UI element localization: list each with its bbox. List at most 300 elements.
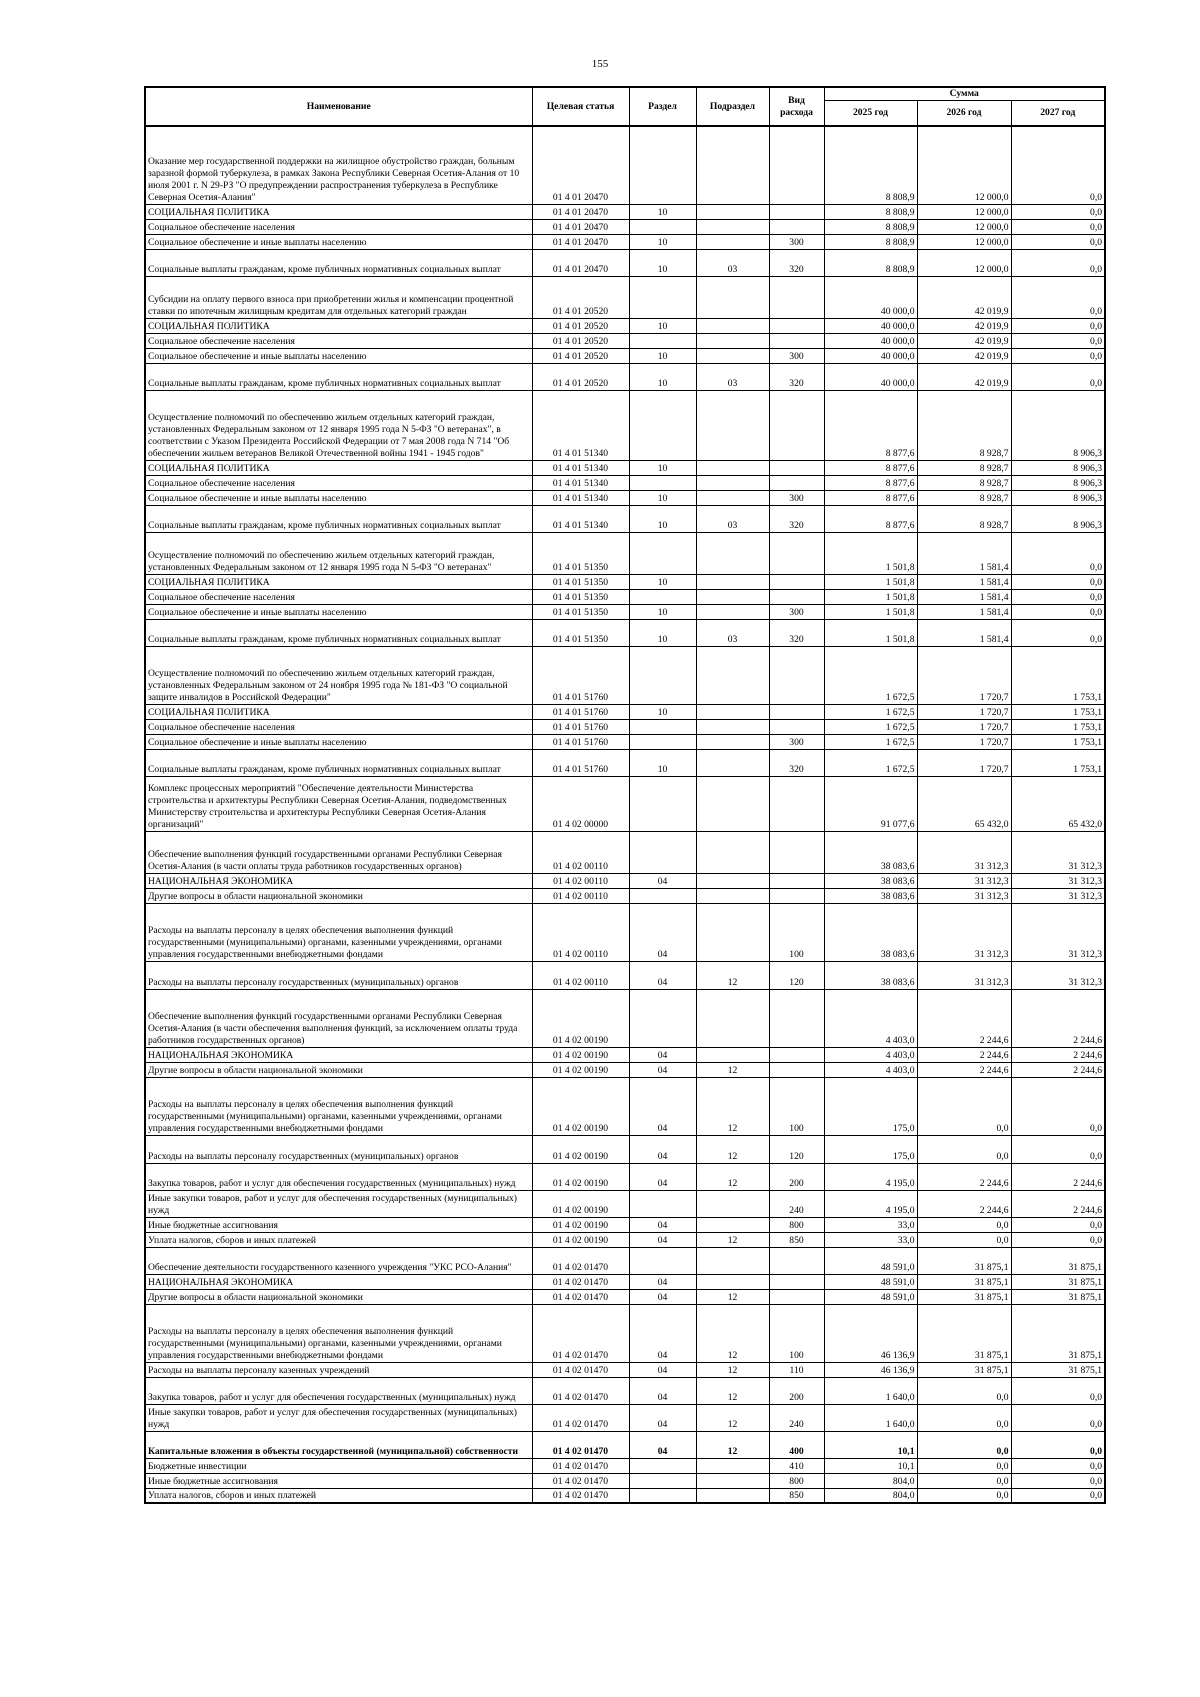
cell-subsection <box>696 1473 769 1488</box>
cell-subsection <box>696 903 769 961</box>
cell-section <box>629 734 696 749</box>
cell-subsection: 12 <box>696 1062 769 1077</box>
cell-subsection: 03 <box>696 249 769 276</box>
cell-2026: 31 312,3 <box>917 888 1011 903</box>
cell-expense-type <box>769 719 824 734</box>
cell-expense-type: 200 <box>769 1377 824 1404</box>
cell-2026: 0,0 <box>917 1232 1011 1247</box>
cell-subsection <box>696 1047 769 1062</box>
cell-subsection <box>696 1247 769 1274</box>
table-row <box>145 1135 1105 1163</box>
cell-2025: 4 195,0 <box>824 1163 917 1190</box>
cell-2025: 1 640,0 <box>824 1377 917 1404</box>
cell-section: 10 <box>629 749 696 776</box>
cell-target-article: 01 4 02 00110 <box>532 873 629 888</box>
cell-2027: 0,0 <box>1011 1135 1105 1163</box>
cell-target-article: 01 4 01 51350 <box>532 589 629 604</box>
cell-2027: 31 312,3 <box>1011 903 1105 961</box>
cell-section <box>629 390 696 460</box>
cell-target-article: 01 4 01 20470 <box>532 219 629 234</box>
header-name: Наименование <box>145 87 532 126</box>
cell-expense-type: 100 <box>769 1077 824 1135</box>
cell-2025: 1 672,5 <box>824 704 917 719</box>
cell-target-article: 01 4 01 51760 <box>532 734 629 749</box>
cell-target-article: 01 4 02 01470 <box>532 1274 629 1289</box>
cell-section <box>629 1473 696 1488</box>
cell-name: Расходы на выплаты персоналу в целях обеспечения выполнения функций государственными (муниципальными) органами, казенными учреждениями, органами управления государственными внебюджетными фондами <box>145 1077 532 1135</box>
cell-target-article: 01 4 01 51350 <box>532 619 629 646</box>
cell-2027: 8 906,3 <box>1011 490 1105 505</box>
cell-subsection <box>696 734 769 749</box>
cell-section: 10 <box>629 460 696 475</box>
cell-expense-type <box>769 589 824 604</box>
cell-section <box>629 1190 696 1217</box>
cell-2027: 2 244,6 <box>1011 989 1105 1047</box>
cell-section <box>629 126 696 204</box>
cell-2027: 0,0 <box>1011 1077 1105 1135</box>
table-row <box>145 1247 1105 1274</box>
table-row <box>145 1217 1105 1232</box>
cell-2026: 12 000,0 <box>917 219 1011 234</box>
cell-expense-type: 100 <box>769 903 824 961</box>
cell-name: СОЦИАЛЬНАЯ ПОЛИТИКА <box>145 204 532 219</box>
table-row <box>145 219 1105 234</box>
table-row <box>145 363 1105 390</box>
cell-section: 04 <box>629 1377 696 1404</box>
table-row <box>145 903 1105 961</box>
cell-2027: 0,0 <box>1011 363 1105 390</box>
cell-section: 04 <box>629 1077 696 1135</box>
cell-2026: 8 928,7 <box>917 490 1011 505</box>
table-row <box>145 749 1105 776</box>
cell-expense-type <box>769 873 824 888</box>
cell-2027: 0,0 <box>1011 126 1105 204</box>
cell-expense-type: 320 <box>769 619 824 646</box>
cell-2025: 4 403,0 <box>824 1062 917 1077</box>
header-subsection: Подраздел <box>696 87 769 126</box>
cell-expense-type: 300 <box>769 604 824 619</box>
table-row <box>145 574 1105 589</box>
cell-name: НАЦИОНАЛЬНАЯ ЭКОНОМИКА <box>145 873 532 888</box>
cell-2026: 2 244,6 <box>917 1062 1011 1077</box>
cell-2025: 48 591,0 <box>824 1274 917 1289</box>
cell-2025: 48 591,0 <box>824 1247 917 1274</box>
cell-name: Расходы на выплаты персоналу в целях обеспечения выполнения функций государственными (муниципальными) органами, казенными учреждениями, органами управления государственными внебюджетными фондами <box>145 1304 532 1362</box>
cell-subsection <box>696 204 769 219</box>
cell-2026: 31 875,1 <box>917 1362 1011 1377</box>
cell-section: 04 <box>629 1289 696 1304</box>
cell-2027: 0,0 <box>1011 204 1105 219</box>
cell-2027: 31 875,1 <box>1011 1289 1105 1304</box>
table-body <box>145 126 1105 1503</box>
cell-expense-type <box>769 390 824 460</box>
cell-target-article: 01 4 01 51350 <box>532 604 629 619</box>
cell-name: НАЦИОНАЛЬНАЯ ЭКОНОМИКА <box>145 1274 532 1289</box>
cell-2025: 40 000,0 <box>824 333 917 348</box>
cell-name: Расходы на выплаты персоналу казенных учреждений <box>145 1362 532 1377</box>
cell-2026: 0,0 <box>917 1488 1011 1503</box>
cell-target-article: 01 4 02 00190 <box>532 1190 629 1217</box>
cell-target-article: 01 4 02 01470 <box>532 1304 629 1362</box>
cell-expense-type <box>769 989 824 1047</box>
cell-2026: 1 720,7 <box>917 704 1011 719</box>
cell-2026: 1 581,4 <box>917 604 1011 619</box>
cell-subsection <box>696 460 769 475</box>
cell-subsection <box>696 276 769 318</box>
table-row <box>145 1473 1105 1488</box>
cell-expense-type: 320 <box>769 363 824 390</box>
cell-subsection: 12 <box>696 1404 769 1431</box>
cell-2025: 8 877,6 <box>824 475 917 490</box>
cell-section: 10 <box>629 234 696 249</box>
cell-2027: 2 244,6 <box>1011 1062 1105 1077</box>
cell-subsection <box>696 1274 769 1289</box>
cell-section: 10 <box>629 204 696 219</box>
table-row <box>145 1289 1105 1304</box>
cell-2025: 48 591,0 <box>824 1289 917 1304</box>
cell-2025: 1 501,8 <box>824 589 917 604</box>
cell-expense-type: 320 <box>769 505 824 532</box>
table-row <box>145 734 1105 749</box>
cell-target-article: 01 4 02 00190 <box>532 1047 629 1062</box>
cell-target-article: 01 4 01 51760 <box>532 749 629 776</box>
cell-target-article: 01 4 02 00110 <box>532 831 629 873</box>
cell-section <box>629 989 696 1047</box>
cell-2026: 1 581,4 <box>917 589 1011 604</box>
table-row <box>145 348 1105 363</box>
table-row <box>145 589 1105 604</box>
cell-2025: 4 195,0 <box>824 1190 917 1217</box>
cell-subsection <box>696 749 769 776</box>
cell-name: Социальное обеспечение населения <box>145 719 532 734</box>
cell-subsection: 12 <box>696 961 769 989</box>
cell-expense-type <box>769 276 824 318</box>
cell-expense-type <box>769 126 824 204</box>
cell-expense-type: 120 <box>769 1135 824 1163</box>
cell-subsection <box>696 831 769 873</box>
cell-section: 04 <box>629 1062 696 1077</box>
header-2025: 2025 год <box>824 101 917 127</box>
cell-expense-type <box>769 204 824 219</box>
cell-expense-type: 300 <box>769 348 824 363</box>
cell-section: 04 <box>629 873 696 888</box>
cell-2027: 0,0 <box>1011 318 1105 333</box>
cell-2026: 1 720,7 <box>917 646 1011 704</box>
cell-section: 04 <box>629 1274 696 1289</box>
cell-2026: 0,0 <box>917 1473 1011 1488</box>
table-row <box>145 1232 1105 1247</box>
cell-section: 04 <box>629 1163 696 1190</box>
cell-target-article: 01 4 02 00110 <box>532 961 629 989</box>
table-row <box>145 776 1105 831</box>
cell-target-article: 01 4 02 00110 <box>532 903 629 961</box>
cell-subsection <box>696 719 769 734</box>
cell-expense-type: 300 <box>769 734 824 749</box>
table-row <box>145 1304 1105 1362</box>
cell-name: Капитальные вложения в объекты государственной (муниципальной) собственности <box>145 1431 532 1458</box>
cell-section <box>629 333 696 348</box>
cell-section <box>629 1458 696 1473</box>
cell-2026: 0,0 <box>917 1377 1011 1404</box>
cell-subsection: 12 <box>696 1232 769 1247</box>
cell-name: Социальное обеспечение и иные выплаты населению <box>145 604 532 619</box>
cell-2025: 38 083,6 <box>824 903 917 961</box>
cell-2025: 38 083,6 <box>824 961 917 989</box>
cell-expense-type <box>769 318 824 333</box>
cell-target-article: 01 4 01 20520 <box>532 348 629 363</box>
cell-subsection <box>696 219 769 234</box>
cell-2026: 42 019,9 <box>917 363 1011 390</box>
cell-section: 10 <box>629 505 696 532</box>
cell-subsection <box>696 475 769 490</box>
table-row <box>145 719 1105 734</box>
cell-name: Обеспечение выполнения функций государственными органами Республики Северная Осетия-Алания (в части оплаты труда работников государственных органов) <box>145 831 532 873</box>
cell-target-article: 01 4 01 51760 <box>532 719 629 734</box>
cell-expense-type <box>769 333 824 348</box>
cell-2025: 8 808,9 <box>824 234 917 249</box>
cell-2027: 31 312,3 <box>1011 961 1105 989</box>
cell-expense-type: 850 <box>769 1232 824 1247</box>
cell-2027: 0,0 <box>1011 219 1105 234</box>
cell-2027: 31 312,3 <box>1011 831 1105 873</box>
table-row <box>145 318 1105 333</box>
cell-2026: 65 432,0 <box>917 776 1011 831</box>
cell-2027: 65 432,0 <box>1011 776 1105 831</box>
cell-name: СОЦИАЛЬНАЯ ПОЛИТИКА <box>145 318 532 333</box>
header-2027: 2027 год <box>1011 101 1105 127</box>
cell-name: Социальное обеспечение и иные выплаты населению <box>145 234 532 249</box>
cell-target-article: 01 4 01 20470 <box>532 234 629 249</box>
table-row <box>145 1431 1105 1458</box>
cell-2027: 8 906,3 <box>1011 460 1105 475</box>
cell-name: СОЦИАЛЬНАЯ ПОЛИТИКА <box>145 574 532 589</box>
cell-2027: 1 753,1 <box>1011 704 1105 719</box>
cell-subsection: 12 <box>696 1362 769 1377</box>
cell-expense-type: 100 <box>769 1304 824 1362</box>
cell-2025: 804,0 <box>824 1473 917 1488</box>
table-row <box>145 234 1105 249</box>
cell-name: Уплата налогов, сборов и иных платежей <box>145 1488 532 1503</box>
cell-name: Уплата налогов, сборов и иных платежей <box>145 1232 532 1247</box>
cell-expense-type <box>769 475 824 490</box>
cell-name: Социальное обеспечение и иные выплаты населению <box>145 490 532 505</box>
cell-section: 10 <box>629 348 696 363</box>
cell-2027: 31 312,3 <box>1011 873 1105 888</box>
cell-subsection <box>696 589 769 604</box>
table-row <box>145 505 1105 532</box>
cell-subsection <box>696 390 769 460</box>
cell-expense-type: 850 <box>769 1488 824 1503</box>
cell-expense-type <box>769 704 824 719</box>
cell-name: Иные бюджетные ассигнования <box>145 1473 532 1488</box>
cell-target-article: 01 4 02 00110 <box>532 888 629 903</box>
cell-2027: 8 906,3 <box>1011 505 1105 532</box>
header-target-article: Целевая статья <box>532 87 629 126</box>
cell-section: 04 <box>629 1404 696 1431</box>
cell-2026: 8 928,7 <box>917 390 1011 460</box>
cell-2026: 12 000,0 <box>917 249 1011 276</box>
cell-name: Социальные выплаты гражданам, кроме публичных нормативных социальных выплат <box>145 749 532 776</box>
cell-target-article: 01 4 01 51350 <box>532 574 629 589</box>
cell-2025: 804,0 <box>824 1488 917 1503</box>
cell-2025: 10,1 <box>824 1431 917 1458</box>
table-row <box>145 532 1105 574</box>
cell-2027: 0,0 <box>1011 619 1105 646</box>
cell-2026: 31 875,1 <box>917 1304 1011 1362</box>
cell-section: 10 <box>629 249 696 276</box>
cell-target-article: 01 4 01 51340 <box>532 460 629 475</box>
table-row <box>145 460 1105 475</box>
cell-2027: 0,0 <box>1011 1377 1105 1404</box>
cell-subsection: 12 <box>696 1431 769 1458</box>
table-row <box>145 873 1105 888</box>
cell-2025: 33,0 <box>824 1232 917 1247</box>
cell-target-article: 01 4 01 51340 <box>532 490 629 505</box>
cell-target-article: 01 4 02 00190 <box>532 1217 629 1232</box>
cell-target-article: 01 4 02 00190 <box>532 989 629 1047</box>
cell-2025: 1 672,5 <box>824 749 917 776</box>
cell-name: Комплекс процессных мероприятий "Обеспечение деятельности Министерства строительства и архитектуры Республики Северная Осетия-Алания, подведомственных Министерству строительства и архитектуры Республики Северная Осетия-Алания организаций" <box>145 776 532 831</box>
cell-target-article: 01 4 02 00190 <box>532 1062 629 1077</box>
cell-name: Социальное обеспечение и иные выплаты населению <box>145 734 532 749</box>
cell-2027: 0,0 <box>1011 333 1105 348</box>
cell-2026: 8 928,7 <box>917 505 1011 532</box>
cell-name: Осуществление полномочий по обеспечению жильем отдельных категорий граждан, установленных Федеральным законом от 24 ноября 1995 года № 181-ФЗ "О социальной защите инвалидов в Российской Федерации" <box>145 646 532 704</box>
cell-2025: 40 000,0 <box>824 276 917 318</box>
cell-2026: 0,0 <box>917 1404 1011 1431</box>
table-row <box>145 1362 1105 1377</box>
cell-section: 10 <box>629 619 696 646</box>
cell-target-article: 01 4 01 51760 <box>532 646 629 704</box>
cell-2025: 40 000,0 <box>824 348 917 363</box>
cell-section: 04 <box>629 1304 696 1362</box>
cell-2025: 46 136,9 <box>824 1304 917 1362</box>
cell-target-article: 01 4 02 01470 <box>532 1431 629 1458</box>
cell-2027: 2 244,6 <box>1011 1190 1105 1217</box>
table-row <box>145 475 1105 490</box>
cell-section: 10 <box>629 363 696 390</box>
cell-target-article: 01 4 02 01470 <box>532 1458 629 1473</box>
cell-section: 04 <box>629 1047 696 1062</box>
header-section: Раздел <box>629 87 696 126</box>
cell-name: Иные бюджетные ассигнования <box>145 1217 532 1232</box>
cell-2026: 2 244,6 <box>917 1163 1011 1190</box>
cell-2025: 175,0 <box>824 1077 917 1135</box>
cell-subsection <box>696 1190 769 1217</box>
cell-subsection: 03 <box>696 619 769 646</box>
cell-target-article: 01 4 01 20520 <box>532 276 629 318</box>
cell-2026: 8 928,7 <box>917 460 1011 475</box>
cell-2027: 1 753,1 <box>1011 646 1105 704</box>
cell-2026: 31 312,3 <box>917 831 1011 873</box>
cell-2027: 8 906,3 <box>1011 390 1105 460</box>
cell-2025: 1 640,0 <box>824 1404 917 1431</box>
cell-section: 04 <box>629 1232 696 1247</box>
cell-2027: 0,0 <box>1011 1473 1105 1488</box>
cell-2027: 0,0 <box>1011 604 1105 619</box>
table-row <box>145 204 1105 219</box>
cell-target-article: 01 4 01 51340 <box>532 390 629 460</box>
cell-target-article: 01 4 02 01470 <box>532 1377 629 1404</box>
cell-expense-type: 800 <box>769 1473 824 1488</box>
cell-expense-type <box>769 532 824 574</box>
table-row <box>145 249 1105 276</box>
cell-section <box>629 888 696 903</box>
cell-name: Другие вопросы в области национальной экономики <box>145 1289 532 1304</box>
cell-2027: 0,0 <box>1011 532 1105 574</box>
cell-subsection: 12 <box>696 1377 769 1404</box>
cell-2026: 31 312,3 <box>917 903 1011 961</box>
cell-2027: 0,0 <box>1011 1232 1105 1247</box>
cell-2025: 8 877,6 <box>824 490 917 505</box>
cell-expense-type <box>769 1289 824 1304</box>
table-row <box>145 646 1105 704</box>
cell-2026: 1 720,7 <box>917 734 1011 749</box>
cell-name: Обеспечение деятельности государственного казенного учреждения "УКС РСО-Алания" <box>145 1247 532 1274</box>
cell-2026: 0,0 <box>917 1217 1011 1232</box>
cell-target-article: 01 4 01 51340 <box>532 505 629 532</box>
table-row <box>145 1047 1105 1062</box>
cell-2026: 2 244,6 <box>917 1047 1011 1062</box>
cell-section: 10 <box>629 604 696 619</box>
header-2026: 2026 год <box>917 101 1011 127</box>
cell-2026: 42 019,9 <box>917 276 1011 318</box>
table-row <box>145 126 1105 204</box>
cell-target-article: 01 4 01 20520 <box>532 318 629 333</box>
cell-subsection <box>696 574 769 589</box>
page-number: 155 <box>591 58 609 70</box>
cell-expense-type: 200 <box>769 1163 824 1190</box>
cell-target-article: 01 4 02 01470 <box>532 1247 629 1274</box>
cell-subsection <box>696 333 769 348</box>
table-row <box>145 1077 1105 1135</box>
cell-2025: 8 808,9 <box>824 219 917 234</box>
cell-expense-type <box>769 1274 824 1289</box>
cell-expense-type: 320 <box>769 749 824 776</box>
cell-name: Расходы на выплаты персоналу государственных (муниципальных) органов <box>145 961 532 989</box>
cell-section: 04 <box>629 1135 696 1163</box>
cell-2027: 0,0 <box>1011 234 1105 249</box>
cell-section: 10 <box>629 574 696 589</box>
table-row <box>145 1404 1105 1431</box>
cell-name: Социальное обеспечение населения <box>145 589 532 604</box>
cell-2026: 42 019,9 <box>917 348 1011 363</box>
cell-2027: 2 244,6 <box>1011 1163 1105 1190</box>
cell-2026: 0,0 <box>917 1077 1011 1135</box>
cell-subsection <box>696 1217 769 1232</box>
cell-subsection <box>696 873 769 888</box>
table-row <box>145 1274 1105 1289</box>
cell-expense-type <box>769 1047 824 1062</box>
cell-2026: 12 000,0 <box>917 234 1011 249</box>
cell-subsection: 03 <box>696 505 769 532</box>
cell-target-article: 01 4 01 20470 <box>532 249 629 276</box>
cell-2025: 1 501,8 <box>824 574 917 589</box>
cell-name: СОЦИАЛЬНАЯ ПОЛИТИКА <box>145 460 532 475</box>
cell-subsection: 12 <box>696 1135 769 1163</box>
cell-2025: 4 403,0 <box>824 989 917 1047</box>
cell-2025: 8 808,9 <box>824 204 917 219</box>
cell-name: Социальные выплаты гражданам, кроме публичных нормативных социальных выплат <box>145 363 532 390</box>
cell-subsection <box>696 1488 769 1503</box>
table-row <box>145 490 1105 505</box>
cell-subsection <box>696 704 769 719</box>
cell-target-article: 01 4 02 01470 <box>532 1473 629 1488</box>
cell-name: Социальные выплаты гражданам, кроме публичных нормативных социальных выплат <box>145 249 532 276</box>
cell-2026: 31 312,3 <box>917 873 1011 888</box>
cell-2027: 1 753,1 <box>1011 719 1105 734</box>
table-row <box>145 704 1105 719</box>
